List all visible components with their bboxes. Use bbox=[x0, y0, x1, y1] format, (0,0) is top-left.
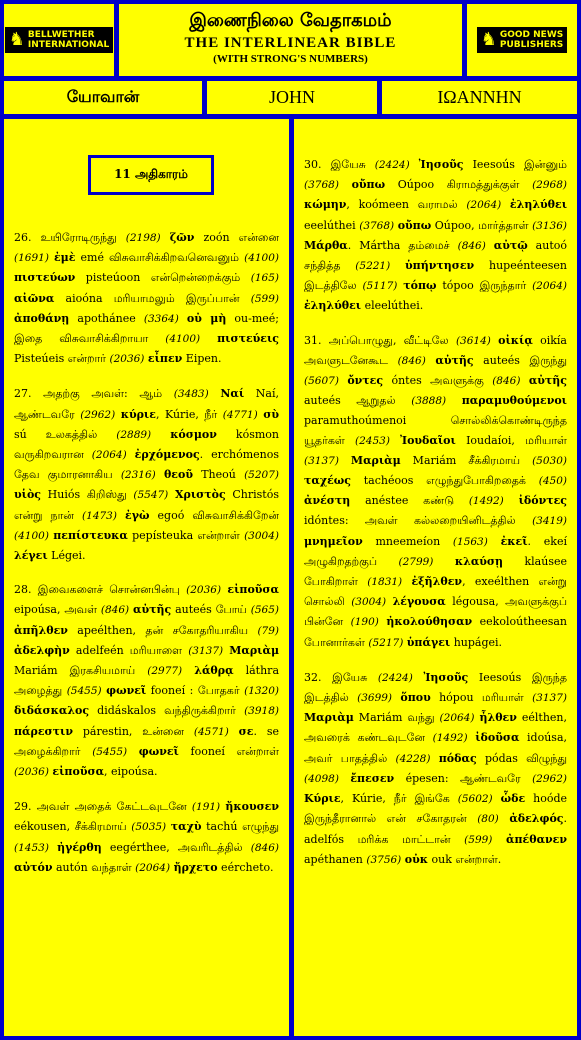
title-tamil: இணைநிலை வேதாகமம் bbox=[189, 10, 392, 31]
right-logo-line2: PUBLISHERS bbox=[499, 40, 564, 50]
title-english: THE INTERLINEAR BIBLE bbox=[184, 35, 397, 51]
bellwether-logo bbox=[5, 27, 113, 53]
verse: 29. அவள் அதைக் கேட்டவுடனே (191) ἤκουσεν eékousen, சீக்கிரமாய் (5035) ταχὺ tachú எழுந்து (1453) ἠγέρθη eegérthee, அவரிடத்தில் (846) αὐτόν autón வந்தாள் (2064) ἤρχετο eércheto. bbox=[14, 800, 280, 874]
verse: 31. அப்பொழுது, வீட்டிலே (3614) οἰκίᾳ oikía அவளுடனேகூட (846) αὐτῆς auteés இருந்து (5607) ὄντες óntes அவளுக்கு (846) αὐτῆς auteés ஆறுதல் (3888) παραμυθούμενοι paramuthoúmenoi சொல்லிக்கொண்டிருந்த யூதர்கள் (2453) Ἰουδαῖοι Ioudaíoi, மரியாள் (3137) Μαριὰμ Mariám சீக்கிரமாய் (5030) ταχέως tachéoos எழுந்துபோகிறதைக் (450) ἀνέστη anéstee கண்டு (1492) ἰδόντες idóntes: அவள் கல்லறையினிடத்தில் (3419) μνημεῖον mneemeíon (1563) ἐκεῖ. ekeí அழுகிறதற்குப் (2799) κλαύσῃ klaúsee போகிறாள் (1831) ἐξῆλθεν, exeélthen என்று சொல்லி (3004) λέγουσα légousa, அவளுக்குப் பின்னே (190) ἠκολούθησαν eekoloútheesan போனார்கள் (5217) ὑπάγει hupágei. bbox=[304, 333, 568, 649]
left-logo bbox=[4, 4, 114, 76]
verse: 32. இயேசு (2424) Ἰησοῦς Ieesoús இருந்த இடத்தில் (3699) ὅπου hópou மரியாள் (3137) Μαριὰμ Mariám வந்து (2064) ἦλθεν eélthen, அவரைக் கண்டவுடனே (1492) ἰδοῦσα idoúsa, அவர் பாதத்தில் (4228) πόδας pódas விழுந்து (4098) ἔπεσεν épesen: ஆண்டவரே (2962) Κύριε, Kúrie, நீர் இங்கே (5602) ὧδε hoóde இருந்தீரானால் என் சகோதரன் (80) ἀδελφός. adelfós மரிக்க மாட்டான் (599) ἀπέθανεν apéthanen (3756) οὐκ ouk என்றாள். bbox=[304, 670, 568, 866]
left-verses bbox=[14, 228, 279, 878]
ram-icon: ♞ bbox=[480, 29, 497, 50]
title-subtitle: (WITH STRONG'S NUMBERS) bbox=[213, 53, 368, 65]
verse: 27. அதற்கு அவள்: ஆம் (3483) Ναί Naí, ஆண்டவரே (2962) κύριε, Kúrie, நீர் (4771) σὺ sú உலகத்தில் (2889) κόσμον kósmon வருகிறவரான (2064) ἐρχόμενος. erchómenos தேவ குமாரனாகிய (2316) θεοῦ Theoú (5207) υἱὸς Huiós கிறிஸ்து (5547) Χριστὸς Christós என்று நான் (1473) ἐγὼ egoó விசுவாசிக்கிறேன் (4100) πεπίστευκα pepísteuka என்றாள் (3004) λέγει Légei. bbox=[14, 387, 280, 563]
ram-icon: ♞ bbox=[8, 29, 25, 50]
left-column bbox=[4, 119, 289, 1036]
right-logo-line1: GOOD NEWS bbox=[499, 30, 564, 40]
right-verses bbox=[304, 155, 567, 870]
verse: 28. இவைகளைச் சொன்னபின்பு (2036) εἰποῦσα eipoúsa, அவள் (846) αὐτῆς auteés போய் (565) ἀπῆλθεν apeélthen, தன் சகோதரியாகிய (79) ἀδελφὴν adelfeén மரியாளை (3137) Μαριὰμ Mariám இரகசியமாய் (2977) λάθρᾳ láthra அழைத்து (5455) φωνεῖ fooneí : போதகர் (1320) διδάσκαλος didáskalos வந்திருக்கிறார் (3918) πάρεστιν párestin, உன்னை (4571) σε. se அழைக்கிறார் (5455) φωνεῖ fooneí என்றாள் (2036) εἰποῦσα, eipoúsa. bbox=[14, 583, 280, 779]
chapter-heading: 11 அதிகாரம் bbox=[88, 155, 214, 195]
good-news-logo bbox=[477, 27, 568, 53]
book-name-greek: IΩANNHN bbox=[382, 81, 577, 114]
left-logo-line1: BELLWETHER bbox=[27, 30, 95, 40]
book-name-tamil: யோவான் bbox=[4, 81, 202, 114]
book-name-english: JOHN bbox=[207, 81, 377, 114]
right-column bbox=[294, 119, 577, 1036]
verse: 26. உயிரோடிருந்து (2198) ζῶν zoón என்னை (1691) ἐμὲ emé விசுவாசிக்கிறவனெவனும் (4100) πιστεύων pisteúoon என்றென்றைக்கும் (165) αἰῶνα aioóna மரியாமலும் இருப்பான் (599) ἀποθάνῃ apotháneе (3364) οὐ μὴ ou-meé; இதை விசுவாசிக்கிறாயா (4100) πιστεύεις Pisteúeis என்றார் (2036) εἶπεν Eipen. bbox=[14, 231, 280, 366]
title-block bbox=[119, 4, 462, 76]
verse: 30. இயேசு (2424) Ἰησοῦς Ieesoús இன்னும் (3768) οὔπω Oúpoo கிராமத்துக்குள் (2968) κώμην, koómeen வராமல் (2064) ἐληλύθει eeelúthei (3768) οὔπω Oúpoo, மார்த்தாள் (3136) Μάρθα. Mártha தம்மைச் (846) αὐτῷ autoó சந்தித்த (5221) ὑπήντησεν hupeénteesen இடத்திலே (5117) τόπῳ tópoo இருந்தார் (2064) ἐληλύθει eleelúthei. bbox=[304, 158, 568, 313]
left-logo-line2: INTERNATIONAL bbox=[27, 40, 110, 50]
right-logo bbox=[467, 4, 577, 76]
